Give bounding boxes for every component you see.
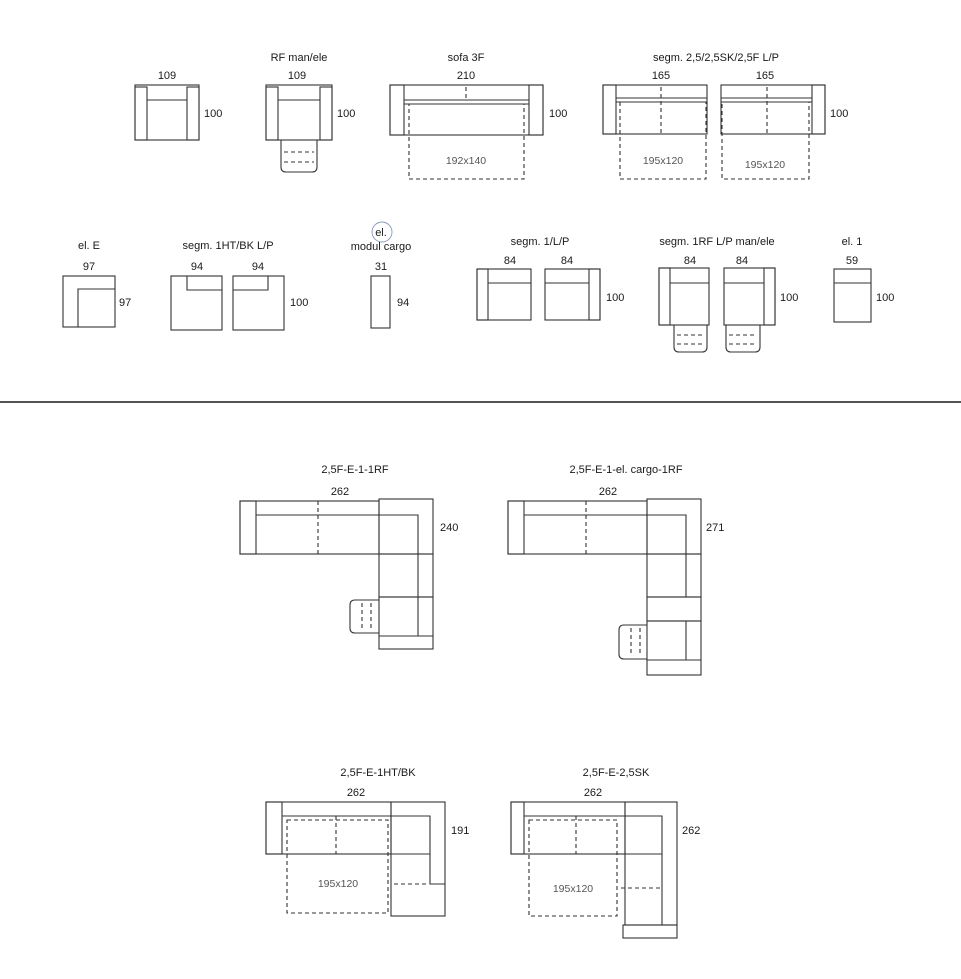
segm25-bed-left: 195x120 [642, 155, 684, 167]
segm1ht-width-left: 94 [190, 261, 204, 273]
rf-depth: 100 [337, 108, 356, 120]
cargo-marker: el. [375, 227, 387, 239]
module-rf [266, 52, 355, 172]
segm1-width-right: 84 [560, 255, 574, 267]
sofa3f-bed-size: 192x140 [445, 155, 487, 167]
c3-width: 262 [346, 787, 366, 799]
segm1ht-depth: 100 [290, 297, 309, 309]
segm1-depth: 100 [606, 292, 625, 304]
c3-label: 2,5F-E-1HT/BK [340, 767, 416, 779]
sofa3f-bed [409, 104, 524, 179]
module-sofa3f [390, 52, 567, 179]
c4-bed-size: 195x120 [552, 883, 594, 895]
segm1rf-depth: 100 [780, 292, 799, 304]
c1-depth: 240 [440, 522, 459, 534]
module-el-1 [834, 236, 894, 322]
segm1rf-width-right: 84 [735, 255, 749, 267]
el-1-depth: 100 [876, 292, 895, 304]
module-segm1ht [171, 240, 308, 330]
segm1ht-width-right: 94 [251, 261, 265, 273]
cargo-label: modul cargo [350, 241, 412, 253]
config-c1 [240, 464, 458, 649]
rf-outline [266, 85, 332, 140]
c4-width: 262 [583, 787, 603, 799]
config-c4 [511, 767, 700, 938]
segm25-depth: 100 [830, 108, 849, 120]
c4-bed [529, 820, 617, 916]
c3-depth: 191 [451, 825, 470, 837]
config-c3 [266, 767, 469, 916]
c3-bed [287, 820, 388, 913]
segm25-bed-right: 195x120 [744, 159, 786, 171]
segm25-width-left: 165 [651, 70, 671, 82]
el-e-label: el. E [77, 240, 101, 252]
sofa3f-outline [390, 85, 543, 135]
armchair-outline [135, 85, 199, 140]
c2-label: 2,5F-E-1-el. cargo-1RF [569, 464, 683, 476]
el-e-depth: 97 [119, 297, 132, 309]
segm1rf-label: segm. 1RF L/P man/ele [659, 236, 775, 248]
rf-label: RF man/ele [270, 52, 328, 64]
sofa3f-width: 210 [456, 70, 476, 82]
armchair-depth: 100 [204, 108, 223, 120]
armchair-width: 109 [157, 70, 177, 82]
el-1-label: el. 1 [841, 236, 863, 248]
c4-label: 2,5F-E-2,5SK [582, 767, 650, 779]
module-cargo [351, 222, 412, 328]
config-c2 [508, 464, 724, 675]
module-segm25 [603, 52, 848, 179]
c2-depth: 271 [706, 522, 725, 534]
segm25-width-right: 165 [755, 70, 775, 82]
segm1rf-width-left: 84 [683, 255, 697, 267]
c3-bed-size: 195x120 [317, 878, 359, 890]
c2-width: 262 [598, 486, 618, 498]
segm1ht-label: segm. 1HT/BK L/P [182, 240, 274, 252]
module-el-e [63, 240, 131, 327]
segm25-label: segm. 2,5/2,5SK/2,5F L/P [653, 52, 779, 64]
c4-depth: 262 [682, 825, 701, 837]
sofa3f-depth: 100 [549, 108, 568, 120]
el-1-width: 59 [845, 255, 859, 267]
segm1-width-left: 84 [503, 255, 517, 267]
cargo-width: 31 [374, 261, 388, 273]
module-segm1rf [659, 236, 798, 352]
sofa3f-label: sofa 3F [447, 52, 485, 64]
module-segm1 [477, 236, 624, 320]
c1-label: 2,5F-E-1-1RF [321, 464, 389, 476]
segm1-label: segm. 1/L/P [510, 236, 570, 248]
el-e-width: 97 [82, 261, 96, 273]
rf-width: 109 [287, 70, 307, 82]
module-armchair [135, 70, 222, 140]
c1-width: 262 [330, 486, 350, 498]
rf-footrest [281, 140, 317, 172]
cargo-depth: 94 [397, 297, 410, 309]
